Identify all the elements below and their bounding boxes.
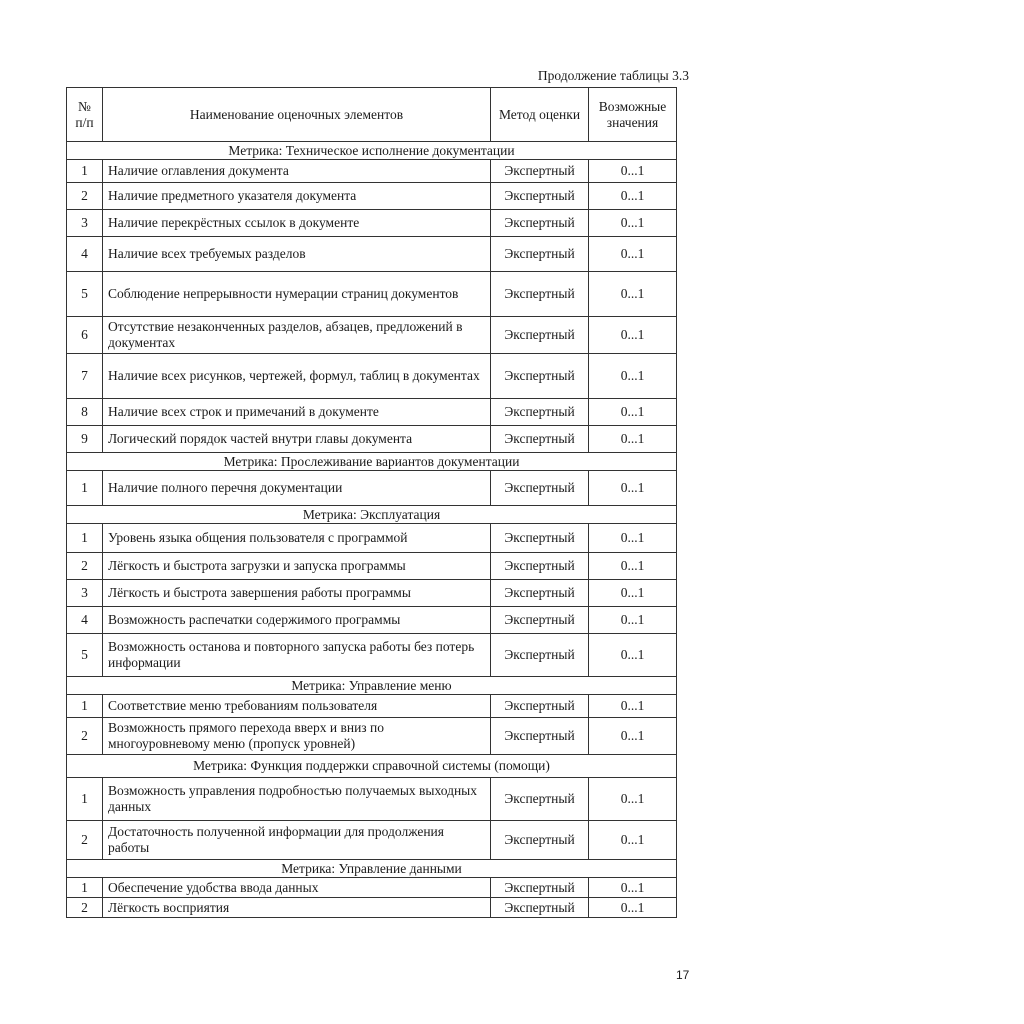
row-method: Экспертный <box>491 821 589 860</box>
header-method: Метод оценки <box>491 88 589 142</box>
row-method: Экспертный <box>491 607 589 634</box>
row-name: Наличие всех рисунков, чертежей, формул, таблиц в документах <box>103 354 491 399</box>
row-range: 0...1 <box>589 778 677 821</box>
row-name: Наличие всех требуемых разделов <box>103 237 491 272</box>
row-range: 0...1 <box>589 237 677 272</box>
row-method: Экспертный <box>491 580 589 607</box>
table-row <box>67 878 677 898</box>
row-method: Экспертный <box>491 354 589 399</box>
header-name: Наименование оценочных элементов <box>103 88 491 142</box>
row-name: Возможность прямого перехода вверх и вниз по многоуровневому меню (пропуск уровней) <box>103 718 491 755</box>
section-row <box>67 860 677 878</box>
header-num: № п/п <box>67 88 103 142</box>
row-name: Соответствие меню требованиям пользователя <box>103 695 491 718</box>
row-number: 5 <box>67 272 103 317</box>
row-range: 0...1 <box>589 426 677 453</box>
table-row <box>67 354 677 399</box>
section-title: Метрика: Техническое исполнение документации <box>67 142 677 160</box>
table-row <box>67 160 677 183</box>
row-range: 0...1 <box>589 183 677 210</box>
row-range: 0...1 <box>589 354 677 399</box>
row-method: Экспертный <box>491 237 589 272</box>
row-method: Экспертный <box>491 399 589 426</box>
section-title: Метрика: Эксплуатация <box>67 506 677 524</box>
row-number: 1 <box>67 695 103 718</box>
row-number: 2 <box>67 898 103 918</box>
table-row <box>67 317 677 354</box>
row-name: Соблюдение непрерывности нумерации страниц документов <box>103 272 491 317</box>
row-name: Логический порядок частей внутри главы документа <box>103 426 491 453</box>
row-number: 2 <box>67 821 103 860</box>
row-range: 0...1 <box>589 471 677 506</box>
table-body <box>67 142 677 918</box>
row-method: Экспертный <box>491 160 589 183</box>
row-method: Экспертный <box>491 634 589 677</box>
section-title: Метрика: Функция поддержки справочной системы (помощи) <box>67 755 677 778</box>
table-row <box>67 524 677 553</box>
row-number: 7 <box>67 354 103 399</box>
row-method: Экспертный <box>491 553 589 580</box>
section-row <box>67 142 677 160</box>
section-row <box>67 506 677 524</box>
table-row <box>67 210 677 237</box>
row-name: Наличие полного перечня документации <box>103 471 491 506</box>
row-number: 9 <box>67 426 103 453</box>
row-name: Возможность управления подробностью получаемых выходных данных <box>103 778 491 821</box>
row-number: 1 <box>67 878 103 898</box>
row-number: 2 <box>67 183 103 210</box>
row-method: Экспертный <box>491 898 589 918</box>
row-number: 1 <box>67 524 103 553</box>
row-name: Лёгкость и быстрота загрузки и запуска программы <box>103 553 491 580</box>
section-title: Метрика: Прослеживание вариантов документации <box>67 453 677 471</box>
row-name: Возможность распечатки содержимого программы <box>103 607 491 634</box>
row-name: Отсутствие незаконченных разделов, абзацев, предложений в документах <box>103 317 491 354</box>
row-number: 1 <box>67 160 103 183</box>
table-row <box>67 634 677 677</box>
table-row <box>67 183 677 210</box>
table-row <box>67 898 677 918</box>
row-range: 0...1 <box>589 821 677 860</box>
row-range: 0...1 <box>589 160 677 183</box>
row-method: Экспертный <box>491 524 589 553</box>
row-number: 2 <box>67 718 103 755</box>
row-number: 6 <box>67 317 103 354</box>
row-method: Экспертный <box>491 718 589 755</box>
row-number: 4 <box>67 237 103 272</box>
row-number: 5 <box>67 634 103 677</box>
section-row <box>67 755 677 778</box>
row-range: 0...1 <box>589 553 677 580</box>
row-range: 0...1 <box>589 580 677 607</box>
row-range: 0...1 <box>589 898 677 918</box>
table-row <box>67 399 677 426</box>
row-range: 0...1 <box>589 607 677 634</box>
row-number: 3 <box>67 210 103 237</box>
row-method: Экспертный <box>491 183 589 210</box>
row-name: Лёгкость восприятия <box>103 898 491 918</box>
table-row <box>67 695 677 718</box>
metrics-table <box>66 87 677 918</box>
row-method: Экспертный <box>491 426 589 453</box>
row-range: 0...1 <box>589 210 677 237</box>
table-row <box>67 778 677 821</box>
row-method: Экспертный <box>491 272 589 317</box>
row-range: 0...1 <box>589 634 677 677</box>
row-range: 0...1 <box>589 317 677 354</box>
table-row <box>67 471 677 506</box>
row-method: Экспертный <box>491 878 589 898</box>
table-header-row <box>67 88 677 142</box>
row-range: 0...1 <box>589 272 677 317</box>
row-range: 0...1 <box>589 695 677 718</box>
row-number: 2 <box>67 553 103 580</box>
header-range: Возможные значения <box>589 88 677 142</box>
row-name: Возможность останова и повторного запуска работы без потерь информации <box>103 634 491 677</box>
row-range: 0...1 <box>589 524 677 553</box>
table-row <box>67 426 677 453</box>
table-row <box>67 553 677 580</box>
table-row <box>67 821 677 860</box>
row-name: Наличие предметного указателя документа <box>103 183 491 210</box>
row-method: Экспертный <box>491 210 589 237</box>
row-name: Обеспечение удобства ввода данных <box>103 878 491 898</box>
table-row <box>67 272 677 317</box>
row-number: 4 <box>67 607 103 634</box>
row-method: Экспертный <box>491 778 589 821</box>
table-row <box>67 580 677 607</box>
row-range: 0...1 <box>589 878 677 898</box>
row-name: Наличие всех строк и примечаний в документе <box>103 399 491 426</box>
row-number: 1 <box>67 778 103 821</box>
row-name: Уровень языка общения пользователя с программой <box>103 524 491 553</box>
row-range: 0...1 <box>589 399 677 426</box>
table-caption: Продолжение таблицы 3.3 <box>537 68 689 83</box>
row-range: 0...1 <box>589 718 677 755</box>
row-number: 8 <box>67 399 103 426</box>
table-row <box>67 607 677 634</box>
row-number: 1 <box>67 471 103 506</box>
row-number: 3 <box>67 580 103 607</box>
row-name: Достаточность полученной информации для продолжения работы <box>103 821 491 860</box>
row-name: Наличие оглавления документа <box>103 160 491 183</box>
row-method: Экспертный <box>491 471 589 506</box>
section-title: Метрика: Управление меню <box>67 677 677 695</box>
table-row <box>67 237 677 272</box>
section-row <box>67 453 677 471</box>
row-name: Лёгкость и быстрота завершения работы программы <box>103 580 491 607</box>
section-title: Метрика: Управление данными <box>67 860 677 878</box>
page-number: 17 <box>676 968 690 982</box>
row-method: Экспертный <box>491 695 589 718</box>
row-name: Наличие перекрёстных ссылок в документе <box>103 210 491 237</box>
table-row <box>67 718 677 755</box>
row-method: Экспертный <box>491 317 589 354</box>
section-row <box>67 677 677 695</box>
